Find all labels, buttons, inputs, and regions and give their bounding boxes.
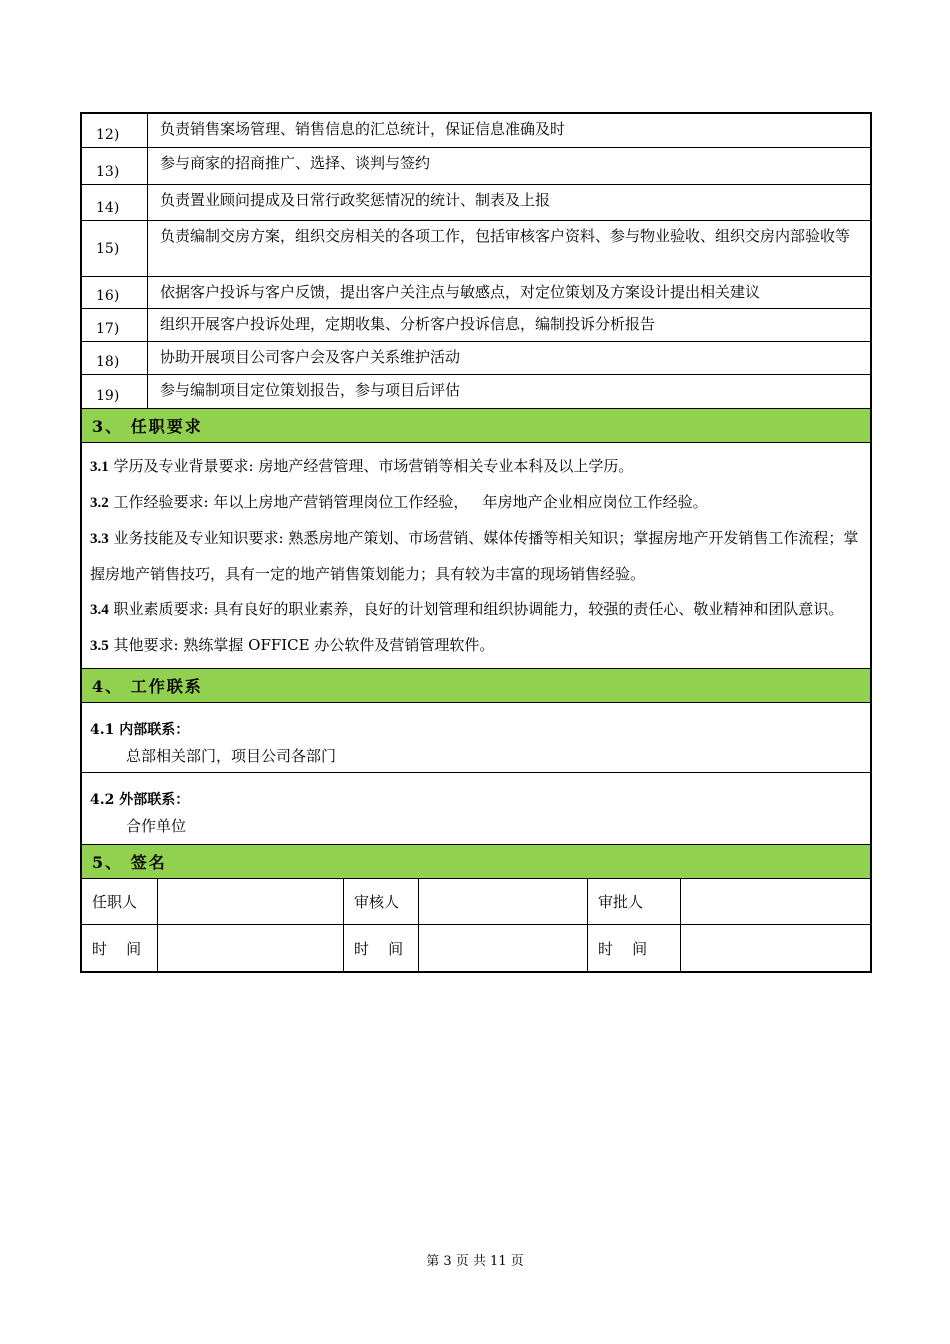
internal-contact-title: 4.1 内部联系：: [90, 722, 190, 738]
section-3-heading: 3、 任职要求: [82, 409, 870, 443]
requirement-text: 具有良好的职业素养，良好的计划管理和组织协调能力，较强的责任心、敬业精神和团队意识。: [213, 600, 844, 618]
duty-number: 18): [82, 342, 148, 374]
requirement-label: 其他要求:: [113, 636, 179, 654]
duty-text: 负责销售案场管理、销售信息的汇总统计，保证信息准确及时: [160, 120, 566, 138]
section-5-heading: 5、 签名: [82, 845, 870, 879]
approver-date-field[interactable]: [681, 925, 870, 971]
approver-signature-field[interactable]: [681, 879, 870, 924]
requirement-item: [90, 592, 862, 628]
section-4-heading: 4、 工作联系: [82, 669, 870, 703]
duty-text: 负责置业顾问提成及日常行政奖惩情况的统计、制表及上报: [160, 191, 551, 209]
external-contact-value: 合作单位: [126, 817, 187, 835]
internal-contact-value: 总部相关部门，项目公司各部门: [126, 747, 337, 765]
reviewer-signature-field[interactable]: [419, 879, 588, 924]
requirement-label: 业务技能及专业知识要求:: [113, 529, 284, 547]
duty-number: 12): [82, 114, 148, 147]
requirement-text: 年以上房地产营销管理岗位工作经验， 年房地产企业相应岗位工作经验。: [213, 493, 708, 511]
duty-row: [82, 375, 870, 409]
employee-date-field[interactable]: [158, 925, 344, 971]
requirement-label: 职业素质要求:: [113, 600, 209, 618]
reviewer-date-field[interactable]: [419, 925, 588, 971]
duty-number: 14): [82, 185, 148, 220]
duty-row: [82, 342, 870, 375]
requirement-label: 学历及专业背景要求:: [113, 457, 254, 475]
requirement-item: [90, 449, 862, 485]
page-footer: 第 3 页 共 11 页: [426, 1254, 524, 1269]
reviewer-label: 审核人: [344, 879, 419, 924]
duty-row: [82, 309, 870, 342]
requirement-number: 3.1: [90, 459, 109, 475]
requirement-text: 房地产经营管理、市场营销等相关专业本科及以上学历。: [258, 457, 634, 475]
date-row: [82, 925, 870, 971]
approver-date-label: 时 间: [588, 925, 681, 971]
requirement-item: [90, 521, 862, 592]
external-contact-block: [82, 773, 870, 845]
employee-label: 任职人: [82, 879, 158, 924]
requirements-block: [82, 443, 870, 669]
duty-row: [82, 185, 870, 221]
requirement-number: 3.5: [90, 638, 109, 654]
requirement-number: 3.2: [90, 495, 109, 511]
internal-contact-block: [82, 703, 870, 773]
job-description-table: [80, 112, 872, 973]
external-contact-title: 4.2 外部联系：: [90, 792, 190, 808]
duty-number: 17): [82, 309, 148, 341]
approver-label: 审批人: [588, 879, 681, 924]
requirement-number: 3.3: [90, 531, 109, 547]
signature-row: [82, 879, 870, 925]
duty-text: 参与编制项目定位策划报告，参与项目后评估: [160, 381, 461, 399]
duty-number: 13): [82, 148, 148, 184]
duty-row: [82, 148, 870, 185]
requirement-item: [90, 628, 862, 664]
duty-row: [82, 221, 870, 277]
reviewer-date-label: 时 间: [344, 925, 419, 971]
duty-number: 15): [82, 221, 148, 276]
requirement-label: 工作经验要求:: [113, 493, 209, 511]
duty-text: 依据客户投诉与客户反馈，提出客户关注点与敏感点，对定位策划及方案设计提出相关建议: [160, 283, 761, 301]
duty-text: 组织开展客户投诉处理，定期收集、分析客户投诉信息，编制投诉分析报告: [160, 315, 656, 333]
requirement-text: 熟悉房地产策划、市场营销、媒体传播等相关知识；掌握房地产开发销售工作流程；掌握房地产销售技巧，具有一定的地产销售策划能力；具有较为丰富的现场销售经验。: [90, 529, 859, 583]
requirement-text: 熟练掌握 OFFICE 办公软件及营销管理软件。: [183, 636, 495, 654]
employee-date-label: 时 间: [82, 925, 158, 971]
duty-row: [82, 114, 870, 148]
duty-number: 19): [82, 375, 148, 408]
employee-signature-field[interactable]: [158, 879, 344, 924]
duty-text: 负责编制交房方案，组织交房相关的各项工作，包括审核客户资料、参与物业验收、组织交房内部验收等: [160, 227, 851, 245]
duty-number: 16): [82, 277, 148, 308]
requirement-item: [90, 485, 862, 521]
duty-text: 协助开展项目公司客户会及客户关系维护活动: [160, 348, 461, 366]
duty-text: 参与商家的招商推广、选择、谈判与签约: [160, 154, 431, 172]
duty-row: [82, 277, 870, 309]
requirement-number: 3.4: [90, 602, 109, 618]
